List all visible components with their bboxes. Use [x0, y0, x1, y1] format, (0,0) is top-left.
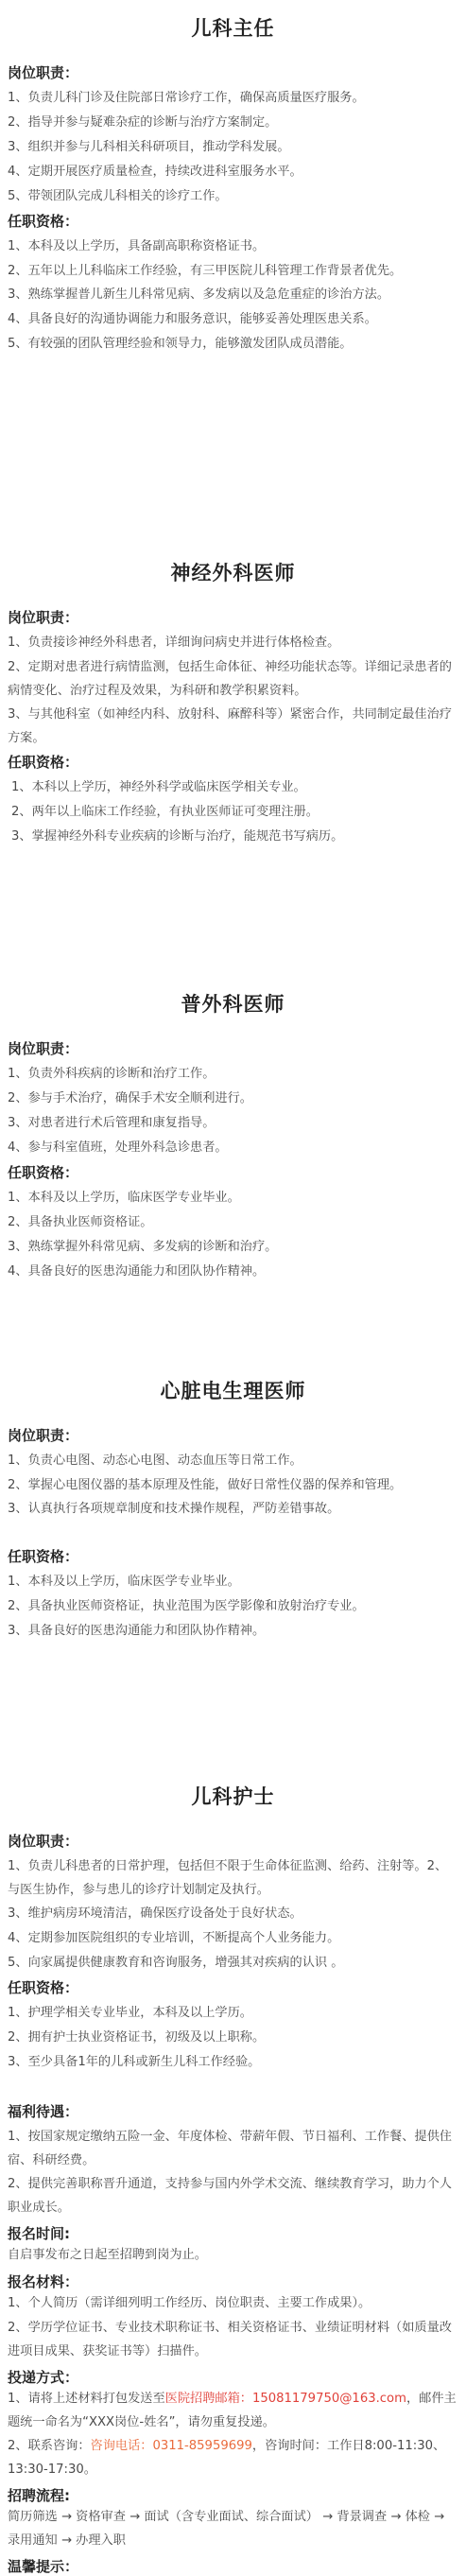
tips-heading: 温馨提示：	[8, 2558, 79, 2575]
req-heading: 任职资格：	[8, 754, 79, 771]
duty-heading: 岗位职责：	[8, 1833, 79, 1850]
time-heading: 报名时间:	[8, 2225, 70, 2242]
list-item: 3、维护病房环境清洁，确保医疗设备处于良好状态。	[8, 1906, 302, 1921]
section-pediatrics-director	[8, 13, 458, 357]
list-item: 4、定期开展医疗质量检查，持续改进科室服务水平。	[8, 165, 302, 179]
process-text: 简历筛选 → 资格审查 → 面试（含专业面试、综合面试） → 背景调查 → 体检 → 录用通知 → 办理入职	[8, 2510, 445, 2548]
section-neurosurgeon	[8, 558, 458, 849]
section-title: 儿科主任	[191, 17, 275, 40]
req-heading: 任职资格：	[8, 1548, 79, 1565]
list-item: 5、有较强的团队管理经验和领导力，能够激发团队成员潜能。	[8, 337, 353, 351]
list-item: 3、掌握神经外科专业疾病的诊断与治疗，能规范书写病历。	[11, 829, 344, 844]
list-item: 4、具备良好的沟通协调能力和服务意识，能够妥善处理医患关系。	[8, 312, 377, 326]
list-item: 3、对患者进行术后管理和康复指导。	[8, 1116, 216, 1130]
list-item: 3、具备良好的医患沟通能力和团队协作精神。	[8, 1624, 266, 1638]
req-heading: 任职资格：	[8, 1164, 79, 1181]
list-item: 1、本科及以上学历，临床医学专业毕业。	[8, 1575, 240, 1589]
list-item: 3、熟练掌握外科常见病、多发病的诊断和治疗。	[8, 1240, 278, 1254]
list-item: 2、五年以上儿科临床工作经验，有三甲医院儿科管理工作背景者优先。	[8, 264, 403, 278]
list-item: 3、认真执行各项规章制度和技术操作规程，严防差错事故。	[8, 1502, 340, 1516]
list-item: 5、带领团队完成儿科相关的诊疗工作。	[8, 189, 228, 203]
list-item: 1、本科以上学历，神经外科学或临床医学相关专业。	[11, 780, 306, 794]
list-item: 4、参与科室值班，处理外科急诊患者。	[8, 1140, 228, 1155]
list-item: 4、定期参加医院组织的专业培训，不断提高个人业务能力。	[8, 1931, 340, 1945]
list-item: 2、拥有护士执业资格证书，初级及以上职称。	[8, 2030, 266, 2045]
phone-label: 咨询电话：	[90, 2439, 153, 2453]
list-item: 1、负责心电图、动态心电图、动态血压等日常工作。	[8, 1453, 302, 1468]
list-item: 3、组织并参与儿科相关科研项目，推动学科发展。	[8, 140, 290, 154]
list-item: 4、具备良好的医患沟通能力和团队协作精神。	[8, 1264, 266, 1279]
duty-heading: 岗位职责：	[8, 64, 79, 81]
section-general-surgeon	[8, 989, 458, 1284]
list-item: 1、个人简历（需详细列明工作经历、岗位职责、主要工作成果）。	[8, 2296, 371, 2310]
section-title: 神经外科医师	[170, 562, 296, 584]
list-item: 2、定期对患者进行病情监测，包括生命体征、神经功能状态等。详细记录患者的病情变化、治疗过程及效果，为科研和教学积累资料。	[8, 660, 452, 698]
list-item: 2、两年以上临床工作经验，有执业医师证可变理注册。	[11, 805, 319, 819]
list-item: 3、至少具备1年的儿科或新生儿科工作经验。	[8, 2055, 261, 2069]
duty-heading: 岗位职责：	[8, 1040, 79, 1057]
list-item: 2、提供完善职称晋升通道，支持参与国内外学术交流、继续教育学习，助力个人职业成长。	[8, 2177, 452, 2215]
list-item: 2、具备执业医师资格证，执业范围为医学影像和放射治疗专业。	[8, 1599, 365, 1613]
process-heading: 招聘流程:	[8, 2487, 70, 2504]
delivery-heading: 投递方式：	[8, 2369, 79, 2386]
application-info	[8, 2101, 458, 2576]
list-item: 1、负责外科疾病的诊断和治疗工作。	[8, 1067, 216, 1081]
list-item: 1、负责儿科患者的日常护理，包括但不限于生命体征监测、给药、注射等。2、与医生协作，参与患儿的诊疗计划制定及执行。	[8, 1859, 448, 1897]
section-title: 普外科医师	[181, 993, 285, 1016]
delivery-line-1	[8, 2387, 458, 2434]
req-heading: 任职资格：	[8, 213, 79, 230]
list-item: 2、掌握心电图仪器的基本原理及性能，做好日常性仪器的保养和管理。	[8, 1478, 403, 1492]
list-item: 1、负责接诊神经外科患者，详细询问病史并进行体格检查。	[8, 635, 340, 650]
list-item: 2、指导并参与疑难杂症的诊断与治疗方案制定。	[8, 115, 278, 130]
list-item: 1、负责儿科门诊及住院部日常诊疗工作，确保高质量医疗服务。	[8, 91, 365, 105]
list-item: 3、熟练掌握普儿新生儿科常见病、多发病以及急危重症的诊治方法。	[8, 287, 390, 302]
time-text: 自启事发布之日起至招聘到岗为止。	[8, 2248, 207, 2262]
list-item: 5、向家属提供健康教育和咨询服务，增强其对疾病的认识 。	[8, 1956, 344, 1970]
section-pediatric-nurse	[8, 1782, 458, 2075]
delivery-line-2	[8, 2434, 458, 2481]
list-item: 1、按国家规定缴纳五险一金、年度体检、带薪年假、节日福利、工作餐、提供住宿、科研经费。	[8, 2130, 452, 2167]
list-item: 1、本科及以上学历，临床医学专业毕业。	[8, 1191, 240, 1205]
duty-heading: 岗位职责：	[8, 1427, 79, 1444]
delivery-text: 2、联系咨询：	[8, 2439, 91, 2453]
req-heading: 任职资格：	[8, 1979, 79, 1996]
delivery-text: 1、请将上述材料打包发送至	[8, 2392, 165, 2406]
benefits-heading: 福利待遇：	[8, 2103, 79, 2120]
duty-heading: 岗位职责：	[8, 609, 79, 626]
materials-heading: 报名材料：	[8, 2273, 79, 2290]
list-item: 2、具备执业医师资格证。	[8, 1215, 153, 1229]
delivery-text: ，咨询时间：工作日8:00-11:30、13:30-17:30。	[8, 2439, 446, 2477]
list-item: 1、护理学相关专业毕业，本科及以上学历。	[8, 2006, 252, 2020]
delivery-text: ，邮件主题统一命名为“XXX岗位-姓名”，请勿重复投递。	[8, 2392, 457, 2429]
list-item: 2、学历学位证书、专业技术职称证书、相关资格证书、业绩证明材料（如质量改进项目成果、获奖证书等）扫描件。	[8, 2321, 452, 2358]
list-item: 2、参与手术治疗，确保手术安全顺利进行。	[8, 1091, 252, 1105]
list-item: 3、与其他科室（如神经内科、放射科、麻醉科等）紧密合作，共同制定最佳治疗方案。	[8, 707, 452, 745]
section-title: 儿科护士	[191, 1785, 275, 1808]
section-title: 心脏电生理医师	[160, 1380, 306, 1402]
recruitment-email-link[interactable]: 医院招聘邮箱：15081179750@163.com	[164, 2392, 406, 2406]
list-item: 1、本科及以上学历，具备副高职称资格证书。	[8, 239, 266, 253]
section-cardiac-ep	[8, 1376, 458, 1644]
phone-number-link[interactable]: 0311-85959699	[152, 2439, 252, 2453]
